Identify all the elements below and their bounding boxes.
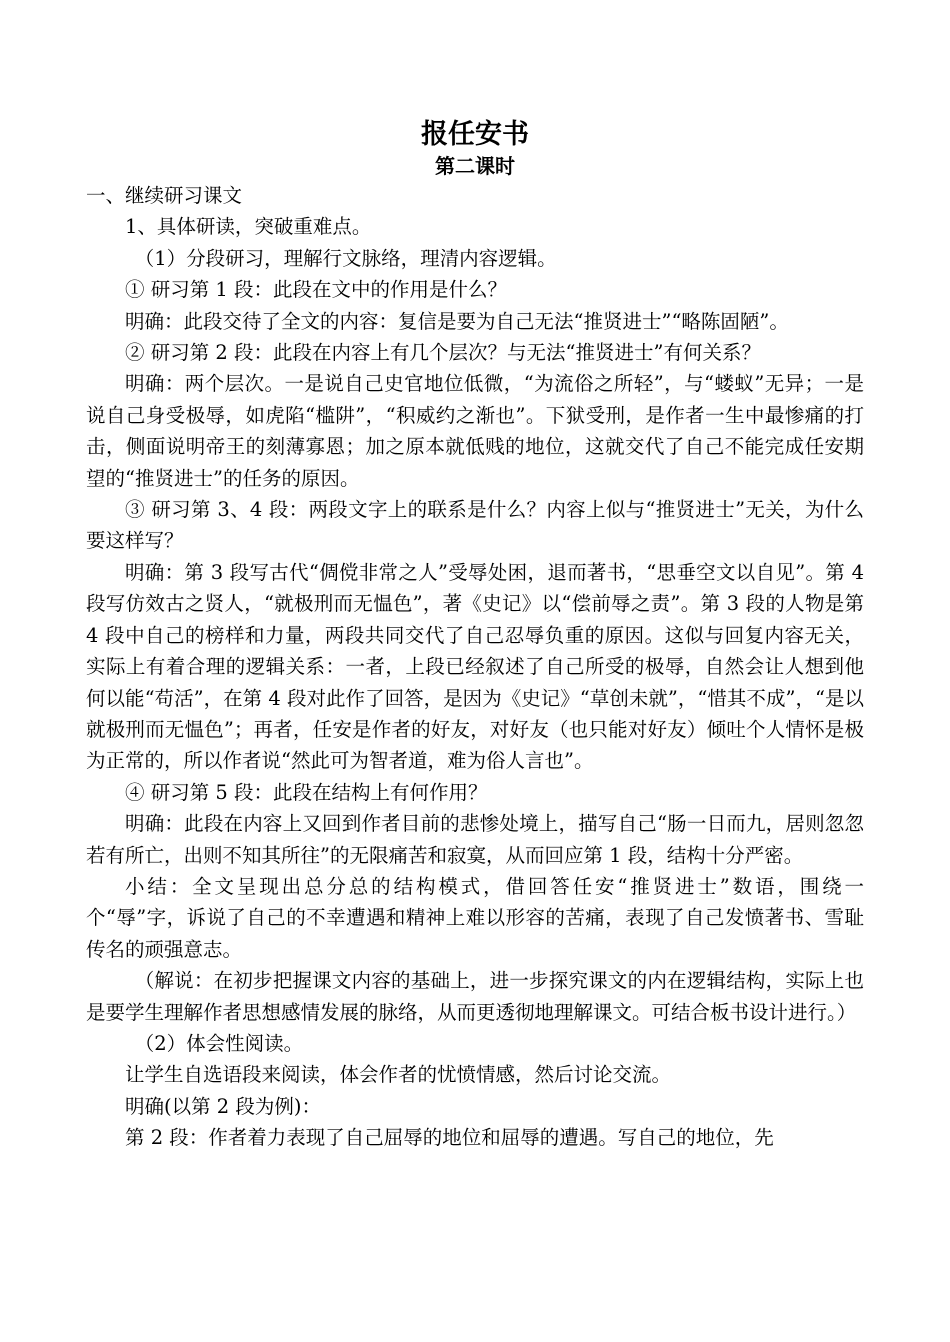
- paragraph: 第 2 段：作者着力表现了自己屈辱的地位和屈辱的遭遇。写自己的地位，先: [125, 1126, 774, 1150]
- paragraph: （解说：在初步把握课文内容的基础上，进一步探究课文的内在逻辑结构，实际上也是要学生理解作者思想感情发展的脉络，从而更透彻地理解课文。可结合板书设计进行。）: [86, 969, 864, 1024]
- paragraph: 让学生自选语段来阅读，体会作者的忧愤情感，然后讨论交流。: [125, 1063, 672, 1087]
- paragraph: 明确：第 3 段写古代“倜傥非常之人”受辱处困，退而著书，“思垂空文以自见”。第 4 段写仿效古之贤人，“就极刑而无愠色”，著《史记》以“偿前辱之责”。第 3 段的人物是第 4 段中自己的榜样和力量，两段共同交代了自己忍辱负重的原因。这似与回复内容无关，实际上有着合理的逻辑关系：一者，上段已经叙述了自己所受的极辱，自然会让人想到他何以能“苟活”，在第 4 段对此作了回答，是因为《史记》“草创未就”，“惜其不成”，“是以就极刑而无愠色”；再者，任安是作者的好友，对好友（也只能对好友）倾吐个人情怀是极为正常的，所以作者说“然此可为智者道，难为俗人言也”。: [86, 560, 864, 773]
- paragraph: 1、具体研读，突破重难点。: [125, 215, 372, 239]
- paragraph: （1）分段研习，理解行文脉络，理清内容逻辑。: [134, 246, 557, 270]
- paragraph: 明确：此段交待了全文的内容：复信是要为自己无法“推贤进士”“略陈固陋”。: [125, 309, 789, 333]
- paragraph: 明确(以第 2 段为例)：: [125, 1094, 322, 1118]
- paragraph: ② 研习第 2 段：此段在内容上有几个层次？与无法“推贤进士”有何关系？: [125, 341, 761, 365]
- document-body: [86, 180, 864, 1154]
- paragraph: ④ 研习第 5 段：此段在结构上有何作用？: [125, 780, 488, 804]
- paragraph: 小结：全文呈现出总分总的结构模式，借回答任安“推贤进士”数语，围绕一个“辱”字，诉说了自己的不幸遭遇和精神上难以形容的苦痛，表现了自己发愤著书、雪耻传名的顽强意志。: [86, 874, 864, 961]
- paragraph: 明确：此段在内容上又回到作者目前的悲惨处境上，描写自己“肠一日而九，居则忽忽若有所亡，出则不知其所往”的无限痛苦和寂寞，从而回应第 1 段，结构十分严密。: [86, 812, 864, 867]
- document-title: 报任安书: [421, 119, 529, 150]
- paragraph: （2）体会性阅读。: [134, 1031, 304, 1055]
- section-heading: 一、继续研习课文: [86, 184, 243, 207]
- paragraph: ① 研习第 1 段：此段在文中的作用是什么？: [125, 278, 508, 302]
- paragraph: ③ 研习第 3、4 段：两段文字上的联系是什么？内容上似与“推贤进士”无关，为什么要这样写？: [86, 498, 864, 553]
- paragraph: 明确：两个层次。一是说自己史官地位低微，“为流俗之所轻”，与“蝼蚁”无异；一是说自己身受极辱，如虎陷“槛阱”，“积威约之渐也”。下狱受刑，是作者一生中最惨痛的打击，侧面说明帝王的刻薄寡恩；加之原本就低贱的地位，这就交代了自己不能完成任安期望的“推贤进士”的任务的原因。: [86, 372, 864, 490]
- document-subtitle: 第二课时: [435, 154, 515, 178]
